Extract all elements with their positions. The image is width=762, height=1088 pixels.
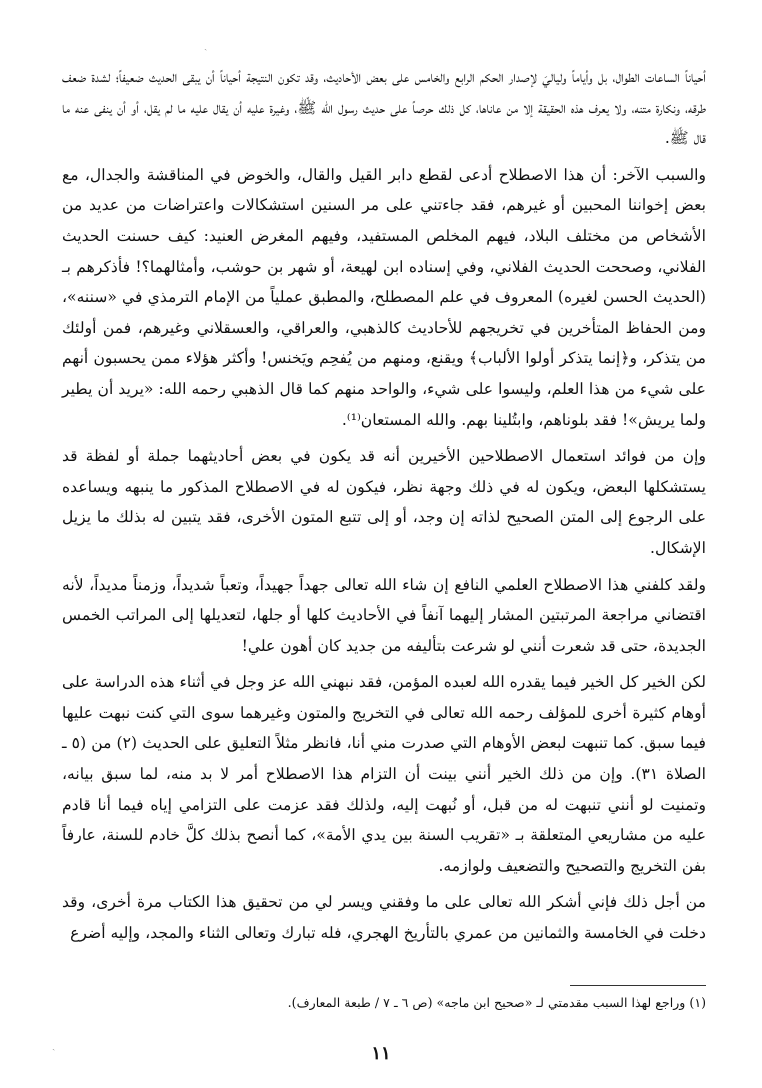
paragraph-3: وإن من فوائد استعمال الاصطلاحين الأخيرين أنه قد يكون في بعض أحاديثهما جملة أو لفظة قد يستشكلها البعض، ويكون له في ذلك وجهة نظر، فيكون له في الاصطلاح المذكور ما ينبهه ويساعده على الرجوع إلى المتن الصحيح لذاته إن وجد، أو إلى تتبع المتون الأخرى، فقد يتبين له بذلك ما يزيل الإشكال. bbox=[62, 447, 706, 557]
paragraph-6: من أجل ذلك فإني أشكر الله تعالى على ما وفقني ويسر لي من تحقيق هذا الكتاب مرة أخرى، وقد دخلت في الخامسة والثمانين من عمري بالتأريخ الهجري، فله تبارك وتعالى الثناء والمجد، وإليه أضرع bbox=[62, 893, 706, 943]
page-number: ١١ bbox=[371, 1043, 391, 1064]
paragraph-5: لكن الخير كل الخير فيما يقدره الله لعبده المؤمن، فقد نبهني الله عز وجل في أثناء هذه الدراسة على أوهام كثيرة أخرى للمؤلف رحمه الله تعالى في التخريج والمتون وغيرهما سوى التي كنت نبهت عليها فيما سبق. كما تنبهت لبعض الأوهام التي صدرت مني أنا، فانظر مثلاً التعليق على الحديث (٢) من (٥ ـ الصلاة ٣١). وإن من ذلك الخير أنني بينت أن التزام هذا الاصطلاح أمر لا بد منه، لما سبق بيانه، وتمنيت لو أنني تنبهت له من قبل، أو نُبهت إليه، ولذلك فقد عزمت على التزامي إياه فيما أنا قادم عليه من مشاريعي المتعلقة بـ «تقريب السنة بين يدي الأمة»، كما أنصح بذلك كلَّ خادم للسنة، عارفاً بفن التخريج والتصحيح والتضعيف ولوازمه. bbox=[62, 673, 706, 875]
scan-mark-bottom: ˎ bbox=[52, 1040, 56, 1051]
paragraph-4: ولقد كلفني هذا الاصطلاح العلمي النافع إن شاء الله تعالى جهداً جهيداً، وتعباً شديداً، وزمناً مديداً، لأنه اقتضاني مراجعة المرتبتين المشار إليهما آنفاً في الأحاديث كلها أو جلها، لتعديلها إلى المراتب الخمس الجديدة، حتى قد شعرت أنني لو شرعت بتأليفه من جديد كان أهون علي! bbox=[62, 575, 706, 655]
main-text bbox=[62, 62, 706, 949]
scan-mark: ˏ bbox=[204, 40, 208, 51]
paragraph-2: والسبب الآخر: أن هذا الاصطلاح أدعى لقطع دابر القيل والقال، والخوض في المناقشة والجدال، مع بعض إخواننا المحبين أو غيرهم، فقد جاءتني على مر السنين استشكالات واعتراضات من عديد من الأشخاص من مختلف البلاد، فيهم المخلص المستفيد، وفيهم المغرض العنيد: كيف حسنت الحديث الفلاني، وصححت الحديث الفلاني، وفي إسناده ابن لهيعة، أو شهر بن حوشب، وأمثالهما؟! فأذكرهم بـ (الحديث الحسن لغيره) المعروف في علم المصطلح، والمطبق عملياً من الإمام الترمذي في «سننه»، ومن الحفاظ المتأخرين في تخريجهم للأحاديث كالذهبي، والعراقي، والعسقلاني وغيرهم، فمن أولئك من يتذكر، و﴿إنما يتذكر أولوا الألباب﴾ ويقنع، ومنهم من يُفحِم ويَخنس! وأكثر هؤلاء ممن يحسبون أنهم على شيء من هذا العلم، وليسوا على شيء، والواحد منهم كما قال الذهبي رحمه الله: «يريد أن يطير ولما يريش»! فقد بلوناهم، وابتُلينا بهم. والله المستعان⁽¹⁾. bbox=[62, 165, 706, 429]
footnote: (١) وراجع لهذا السبب مقدمتي لـ «صحيح ابن ماجه» (ص ٦ ـ ٧ / طبعة المعارف). bbox=[287, 995, 706, 1010]
paragraph-1: أحياناً الساعات الطوال، بل وأياماً ولياليَ لإصدار الحكم الرابع والخامس على بعض الأحاديث، وقد تكون النتيجة أحياناً أن يبقى الحديث ضعيفاً؛ لشدة ضعف طرقه، ونكارة متنه، ولا يعرف هذه الحقيقة إلا من عاناها، كل ذلك حرصاً على حديث رسول الله ﷺ، وغيرة عليه أن يقال عليه ما لم يقل، أو أن ينفى عنه ما قال ﷺ. bbox=[62, 68, 706, 148]
footnote-divider bbox=[570, 985, 706, 986]
